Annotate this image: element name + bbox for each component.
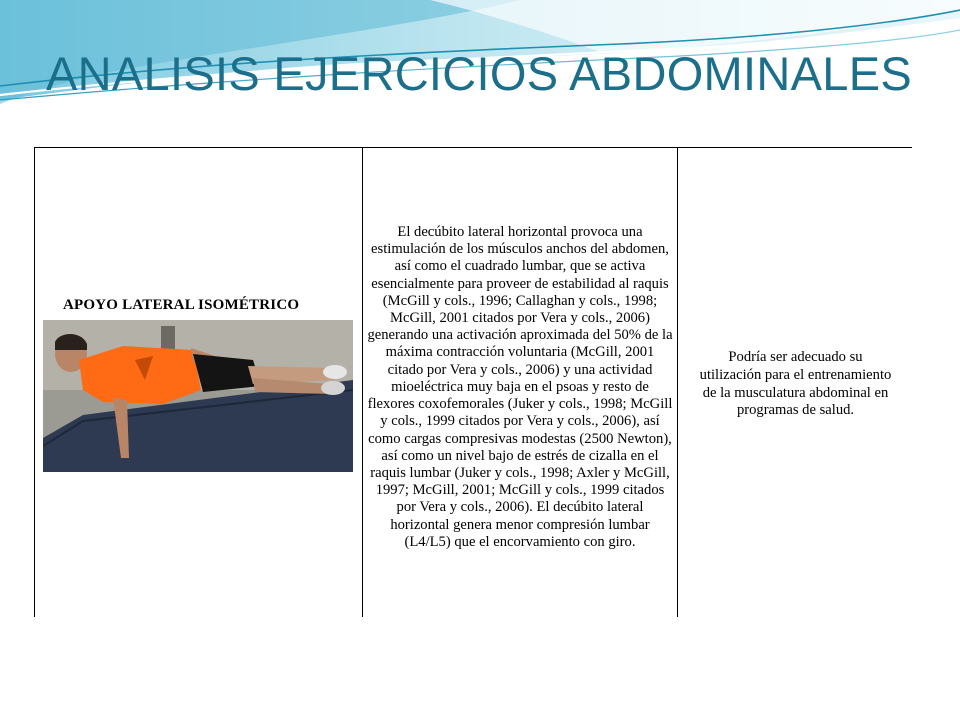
side-plank-photo — [43, 320, 353, 472]
table-row — [35, 148, 913, 618]
exercise-table-container — [34, 147, 912, 617]
conclusion-cell — [678, 148, 913, 618]
exercise-conclusion: Podría ser adecuado su utilización para el entrenamiento de la musculatura abdominal en programas de salud. — [699, 349, 892, 419]
description-cell — [363, 148, 678, 618]
exercise-table — [34, 147, 912, 617]
exercise-label: APOYO LATERAL ISOMÉTRICO — [63, 297, 300, 313]
slide-title: ANALISIS EJERCICIOS ABDOMINALES — [46, 47, 912, 100]
exercise-figure — [35, 297, 362, 472]
exercise-image-cell — [35, 148, 363, 618]
exercise-description: El decúbito lateral horizontal provoca una estimulación de los músculos anchos del abdomen, así como el cuadrado lumbar, que se activa esencialmente para proveer de estabilidad al raquis (McGill y cols., 1996; Callaghan y cols., 1998; McGill, 2001 citados por Vera y cols., 2006) generando una activación aproximada del 50% de la máxima contracción voluntaria (McGill, 2001 citado por Vera y cols., 2006) y una actividad mioeléctrica muy baja en el psoas y resto de flexores coxofemorales (Juker y cols., 1998; McGill y cols., 1999 citados por Vera y cols., 2006), así como cargas compresivas modestas (2500 Newton), así como un nivel bajo de estrés de cizalla en el raquis lumbar (Juker y cols., 1998; Axler y McGill, 1997; McGill, 2001; McGill y cols., 1999 citados por Vera y cols., 2006). El decúbito lateral horizontal genera menor compresión lumbar (L4/L5) que el encorvamiento con giro. — [367, 224, 673, 550]
